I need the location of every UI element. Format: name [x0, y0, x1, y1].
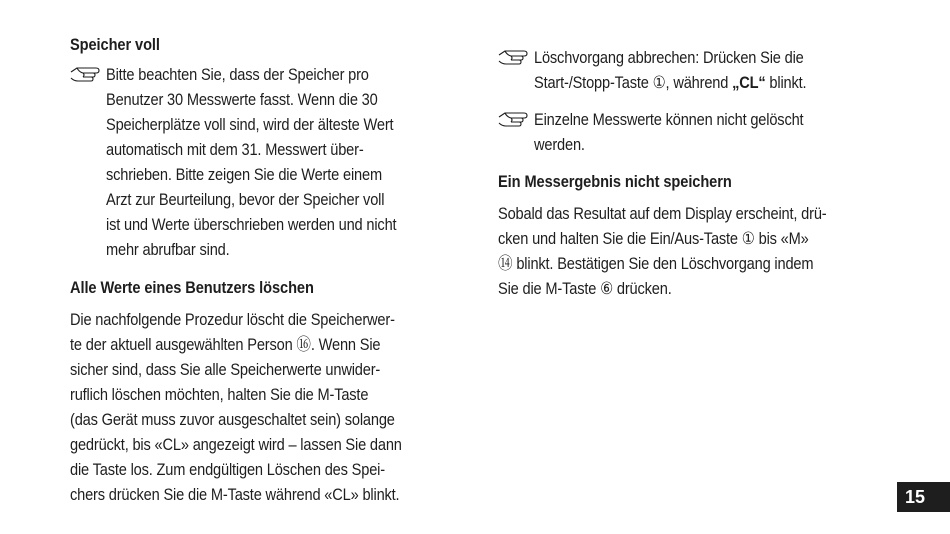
page-number: 15 — [897, 482, 950, 512]
pointing-hand-icon — [498, 108, 530, 128]
speicher-voll-line-8: mehr abrufbar sind. — [106, 240, 230, 259]
section-heading-alle-werte: Alle Werte eines Benutzers löschen — [70, 278, 314, 297]
alle-werte-line-4: ruflich löschen möchten, halten Sie die M-Taste — [70, 385, 369, 404]
speicher-voll-line-3: Speicherplätze voll sind, wird der älteste Wert — [106, 115, 394, 134]
alle-werte-line-3: sicher sind, dass Sie alle Speicherwerte unwider- — [70, 360, 381, 379]
nicht-speichern-line-3: ⑭ blinkt. Bestätigen Sie den Löschvorgang indem — [498, 254, 814, 273]
alle-werte-line-1: Die nachfolgende Prozedur löscht die Speicherwer- — [70, 310, 395, 329]
alle-werte-line-2: te der aktuell ausgewählten Person ⑯. Wenn Sie — [70, 335, 381, 354]
einzelne-line-2: werden. — [534, 135, 585, 154]
cl-code-bold: „CL“ — [732, 73, 766, 92]
alle-werte-line-6: gedrückt, bis «CL» angezeigt wird – lassen Sie dann — [70, 435, 402, 454]
section-heading-speicher-voll: Speicher voll — [70, 35, 160, 54]
nicht-speichern-line-1: Sobald das Resultat auf dem Display erscheint, drü- — [498, 204, 827, 223]
abbrechen-line-2 — [534, 73, 806, 93]
speicher-voll-line-4: automatisch mit dem 31. Messwert über- — [106, 140, 364, 159]
alle-werte-line-8: chers drücken Sie die M-Taste während «CL» blinkt. — [70, 485, 400, 504]
speicher-voll-line-2: Benutzer 30 Messwerte fasst. Wenn die 30 — [106, 90, 378, 109]
speicher-voll-line-1: Bitte beachten Sie, dass der Speicher pro — [106, 65, 369, 84]
pointing-hand-icon — [70, 63, 102, 83]
speicher-voll-line-7: ist und Werte überschrieben werden und nicht — [106, 215, 397, 234]
nicht-speichern-line-4: Sie die M-Taste ⑥ drücken. — [498, 279, 672, 298]
speicher-voll-line-5: schrieben. Bitte zeigen Sie die Werte einem — [106, 165, 382, 184]
abbrechen-line-2-text: Start-/Stopp-Taste ①, während — [534, 73, 733, 92]
abbrechen-line-1: Löschvorgang abbrechen: Drücken Sie die — [534, 48, 804, 67]
einzelne-line-1: Einzelne Messwerte können nicht gelöscht — [534, 110, 804, 129]
speicher-voll-line-6: Arzt zur Beurteilung, bevor der Speicher voll — [106, 190, 385, 209]
section-heading-nicht-speichern: Ein Messergebnis nicht speichern — [498, 172, 732, 191]
alle-werte-line-5: (das Gerät muss zuvor ausgeschaltet sein) solange — [70, 410, 395, 429]
nicht-speichern-line-2: cken und halten Sie die Ein/Aus-Taste ① bis «M» — [498, 229, 809, 248]
abbrechen-line-2-end: blinkt. — [765, 73, 807, 92]
pointing-hand-icon — [498, 46, 530, 66]
alle-werte-line-7: die Taste los. Zum endgültigen Löschen des Spei- — [70, 460, 385, 479]
